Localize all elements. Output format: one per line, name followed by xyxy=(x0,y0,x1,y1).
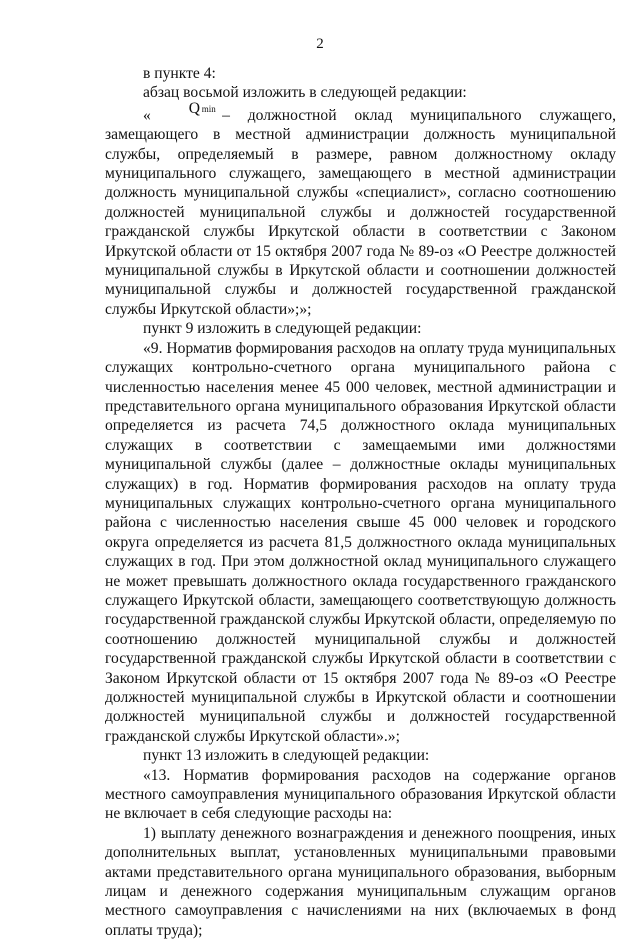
page-number: 2 xyxy=(316,36,324,52)
paragraph-item13-subitem1: 1) выплату денежного вознаграждения и денежного поощрения, иных дополнительных выплат, установленных муниципальными правовыми актами представительного органа муниципального образования, выборным лицам и денежного содержания муниципальным служащим органов местного самоуправления с начислениями на них (включаемых в фонд оплаты труда); xyxy=(105,824,616,939)
paragraph-item13-text: «13. Норматив формирования расходов на содержание органов местного самоуправления муниципального образования Иркутской области не включает в себя следующие расходы на: xyxy=(105,766,616,823)
paragraph-instruction-item13: пункт 13 изложить в следующей редакции: xyxy=(143,747,430,765)
formula-symbol-q: Q xyxy=(188,99,201,117)
formula-symbol-superscript: min xyxy=(201,103,216,114)
paragraph-formula-definition xyxy=(105,99,616,319)
document-body xyxy=(105,64,616,940)
formula-symbol xyxy=(151,99,222,125)
formula-definition-text: – должностной оклад муниципального служащего, замещающего в местной администрации должность муниципальной службы, определяемый в размере, равном должностному окладу муниципального служащего, замещающего в местной администрации должность муниципальной службы «специалист», согласно соотношению должностей муниципальной службы и должностей государственной гражданской службы Иркутской области в соответствии с Законом Иркутской области от 15 октября 2007 года № 89-оз «О Реестре должностей муниципальной службы в Иркутской области и соотношении должностей муниципальной службы и должностей государственной гражданской службы Иркутской области»;»; xyxy=(105,106,616,318)
open-quote: « xyxy=(143,106,151,124)
paragraph-instruction-item9: пункт 9 изложить в следующей редакции: xyxy=(143,320,422,338)
paragraph-subitem-heading: в пункте 4: xyxy=(143,65,216,82)
paragraph-item9-text: «9. Норматив формирования расходов на оплату труда муниципальных служащих контрольно-счетного органа муниципального района с численностью населения менее 45 000 человек, местной администрации и представительного органа муниципального образования Иркутской области определяется из расчета 74,5 должностного оклада муниципальных служащих в соответствии с замещаемыми ими должностями муниципальной службы (далее – должностные оклады муниципальных служащих) в год. Норматив формирования расходов на оплату труда муниципальных служащих контрольно-счетного органа муниципального района с численностью населения свыше 45 000 человек и городского округа определяется из расчета 81,5 должностного оклада муниципальных служащих в год. При этом должностной оклад муниципального служащего не может превышать должностного оклада государственного гражданского служащего Иркутской области, замещающего соответствующую должность государственной гражданской службы Иркутской области, определяемую по соотношению должностей муниципальной службы и должностей государственной гражданской службы Иркутской области в соответствии с Законом Иркутской области от 15 октября 2007 года № 89-оз «О Реестре должностей муниципальной службы в Иркутской области и соотношении должностей муниципальной службы и должностей государственной гражданской службы Иркутской области».»; xyxy=(105,339,616,745)
paragraph-instruction: абзац восьмой изложить в следующей редакции: xyxy=(143,84,467,102)
